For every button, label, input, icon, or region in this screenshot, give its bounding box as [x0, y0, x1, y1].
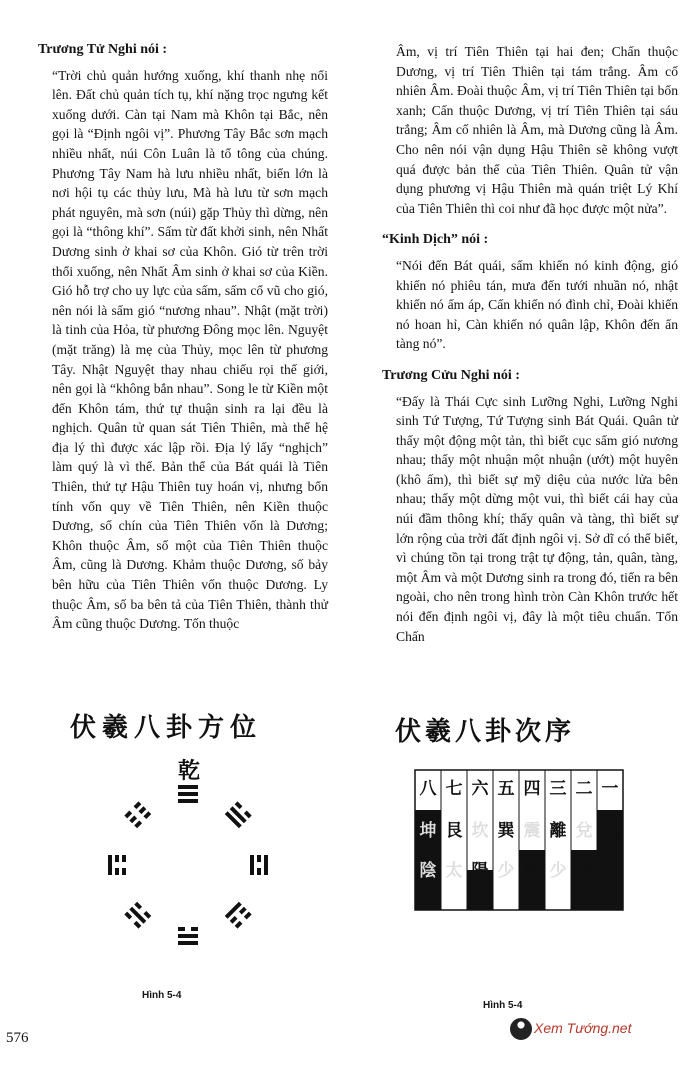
left-heading: Trương Tử Nghi nói : — [38, 42, 168, 57]
yang-line — [225, 902, 242, 919]
yin-line — [134, 921, 142, 929]
number-label: 四 — [523, 779, 541, 799]
yang-line — [178, 941, 198, 945]
trigram-mark — [250, 855, 268, 875]
yin-line — [230, 916, 238, 924]
yin-line — [139, 806, 147, 814]
kinh-dich-heading: “Kinh Dịch” nói : — [382, 232, 489, 248]
trigram-label: 坎 — [471, 821, 489, 841]
bagua-circle-figure — [60, 700, 320, 1001]
yang-line — [250, 855, 254, 875]
trigram-mark — [225, 801, 252, 828]
trigram-label: 巽 — [497, 821, 515, 841]
figure-left-top-char: 乾 — [178, 759, 201, 784]
trigram-mark — [124, 801, 151, 828]
bagua-sequence-figure — [395, 700, 645, 1011]
number-label: 五 — [497, 779, 515, 799]
taiji-label: 少 — [497, 861, 515, 881]
number-label: 一 — [601, 779, 619, 799]
yin-line — [134, 801, 142, 809]
left-column — [38, 40, 328, 646]
number-label: 三 — [549, 779, 567, 799]
trigram-ring — [108, 785, 268, 945]
truong-cuu-nghi-quote: “Đấy là Thái Cực sinh Lưỡng Nghi, Lưỡng Nghi sinh Tứ Tượng, Tứ Tượng sinh Bát Quái. Quân tử thấy một động một tản, thì biết cục sấm gió nương nhau; thấy một nhuận một nhuận (ướt) một huyên (khô ấm), thì biết sự mỹ diệu của nước lửa bên nhau; thấy một dừng một vui, thì biết cái hay của núi đầm thông khí; thấy quân và tàng, thì biết sự lớn rộng của trời đất định ngôi vị. Sở dĩ có thể biết, vì chúng tồn tại trong trật tự động, tản, quân, tàng, một Âm và một Dương sinh ra trong đó, tiến ra bên ngoài, cho nên trong hình tròn Càn Khôn trước hết nói đến định ngôi vị, đây là một tiêu chuẩn. Tốn Chấn — [396, 393, 678, 644]
page-number: 576 — [6, 1030, 29, 1046]
trigram-label: 艮 — [445, 821, 463, 841]
yang-line — [108, 855, 112, 875]
yang-line — [129, 907, 146, 924]
trigram-mark — [178, 927, 198, 945]
yin-line — [115, 868, 119, 875]
yin-line — [244, 912, 252, 920]
yin-line — [191, 927, 198, 931]
trigram-label: 乾 — [601, 821, 619, 841]
yin-line — [239, 907, 247, 915]
taiji-label: 陽 — [575, 861, 593, 881]
taiji-label: 陰 — [523, 861, 541, 881]
yin-line — [257, 855, 261, 862]
kinh-dich-quote: “Nói đến Bát quái, sấm khiến nó kinh động, gió khiến nó phiêu tán, mưa đến tưới nhuần nó, nhật khiến nó ấm áp, Cấn khiến nó đình chỉ, Đoài khiến nó hoan hỉ, Càn khiến nó quân lập, Khôn đến ẩn tàng nó”. — [396, 257, 678, 352]
yin-line — [235, 801, 243, 809]
figure-right-title: 伏羲八卦次序 — [395, 717, 576, 747]
number-label: 七 — [445, 779, 463, 799]
truong-cuu-nghi-heading: Trương Cửu Nghi nói : — [382, 367, 520, 383]
figure-right-caption: Hình 5-4 — [483, 1000, 523, 1011]
yin-line — [244, 811, 252, 819]
taiji-label: 太 — [445, 861, 463, 881]
trigram-label: 坤 — [419, 821, 437, 841]
bagua-circle-svg — [60, 700, 320, 980]
yin-line — [124, 912, 132, 920]
number-label: 二 — [575, 779, 593, 799]
taiji-label: 陰 — [419, 861, 437, 881]
yin-line — [115, 855, 119, 862]
yin-line — [122, 868, 126, 875]
yang-line — [178, 799, 198, 803]
yang-line — [178, 934, 198, 938]
watermark-logo: Xem Tướng.net — [534, 1020, 632, 1036]
number-label: 六 — [471, 779, 489, 799]
trigram-label: 離 — [549, 821, 567, 841]
trigram-mark — [124, 902, 151, 929]
trigram-mark — [178, 785, 198, 803]
yin-line — [124, 811, 132, 819]
figure-left-title: 伏羲八卦方位 — [70, 713, 263, 743]
yang-line — [178, 792, 198, 796]
trigram-mark — [225, 902, 252, 929]
taiji-label: 陽 — [471, 861, 489, 881]
bagua-sequence-svg — [395, 700, 645, 940]
number-label: 八 — [419, 779, 437, 799]
yin-line — [257, 868, 261, 875]
right-continuation: Âm, vị trí Tiên Thiên tại hai đen; Chấn thuộc Dương, vị trí Tiên Thiên tại tám trắng. Âm cố nhiên Âm. Đoài thuộc Âm, vị trí Tiên Thiên tại bốn xanh; Cấn thuộc Dương, vị trí Tiên Thiên tại sáu trắng; Âm cố nhiên là Âm, mà Dương cũng là Âm. Cho nên nói vận dụng Hậu Thiên sẽ không vượt quá được bản thể của Tiên Thiên. Quân tử vận dụng phương vị Hậu Thiên mà quán triệt Lý Khí của Tiên Thiên thì coi như đã học được một nửa”. — [396, 44, 678, 216]
right-column — [382, 42, 678, 658]
yin-line — [134, 820, 142, 828]
yang-line — [264, 855, 268, 875]
trigram-label: 兌 — [575, 821, 593, 841]
yin-yang-icon — [510, 1018, 532, 1040]
yang-line — [178, 785, 198, 789]
yin-line — [129, 816, 137, 824]
figure-left-caption: Hình 5-4 — [142, 990, 182, 1001]
yin-line — [134, 902, 142, 910]
trigram-mark — [108, 855, 126, 875]
yin-line — [122, 855, 126, 862]
yin-line — [143, 811, 151, 819]
sequence-table — [415, 770, 623, 910]
left-paragraph: “Trời chủ quản hướng xuống, khí thanh nhẹ nổi lên. Đất chủ quản tích tụ, khí nặng trọc ngưng kết xuống dưới. Càn tại Nam mà Khôn tại Bắc, nên gọi là “Định ngôi vị”. Phương Tây Bắc sơn mạch nhiều nhất, núi Côn Luân là tổ tông của chúng. Phương Tây Nam hà lưu nhiều nhất, biển lớn là nơi hội tụ các thủy lưu, Mà hà lưu từ sơn mạch phát nguyên, mà sơn (núi) gặp Thủy thì dừng, nên gọi là “thông khí”. Sấm từ đất khởi sinh, nên Nhất Dương sinh ở khai sơ của Khôn. Gió từ trên trời thổi xuống, nên Nhất Âm sinh ở khai sơ của Kiền. Gió hỗ trợ cho uy lực của sấm, sấm cổ vũ cho gió, nên nói là sấm gió “nương nhau”. Nhật (mặt trời) là tinh của Hỏa, từ phương Đông mọc lên. Nguyệt (mặt trăng) là mẹ của Thủy, mọc lên từ phương Tây. Nhật Nguyệt thay nhau chiếu rọi thế giới, nên gọi là “không bắn nhau”. Song le từ Kiền một đến Khôn tám, thứ tự thuận sinh ra lại đều là nghịch. Quân tử quan sát Tiên Thiên, mà thể hệ địa lý thì được xác lập rồi. Địa lý lấy “nghịch” làm quý là vì thế. Bản thể của Bát quái là Tiên Thiên, thứ tự Hậu Thiên tuy hoán vị, nhưng bổn tính vốn quy về Tiên Thiên, nên Kiền thuộc Dương, số chín của Tiên Thiên vốn là Dương; Khôn thuộc Âm, số một của Tiên Thiên thuộc Âm, cũng là Dương. Khảm thuộc Dương, số bảy bên hữu của Tiên Thiên vốn thuộc Dương. Ly thuộc Âm, số ba bên tả của Tiên Thiên, thành thử Âm cũng thuộc Dương. Tốn thuộc — [52, 67, 328, 632]
yin-line — [143, 911, 151, 919]
trigram-label: 震 — [523, 821, 541, 841]
yin-line — [235, 921, 243, 929]
taiji-label: 太 — [601, 861, 619, 881]
taiji-label: 少 — [549, 861, 567, 881]
yin-line — [178, 927, 185, 931]
